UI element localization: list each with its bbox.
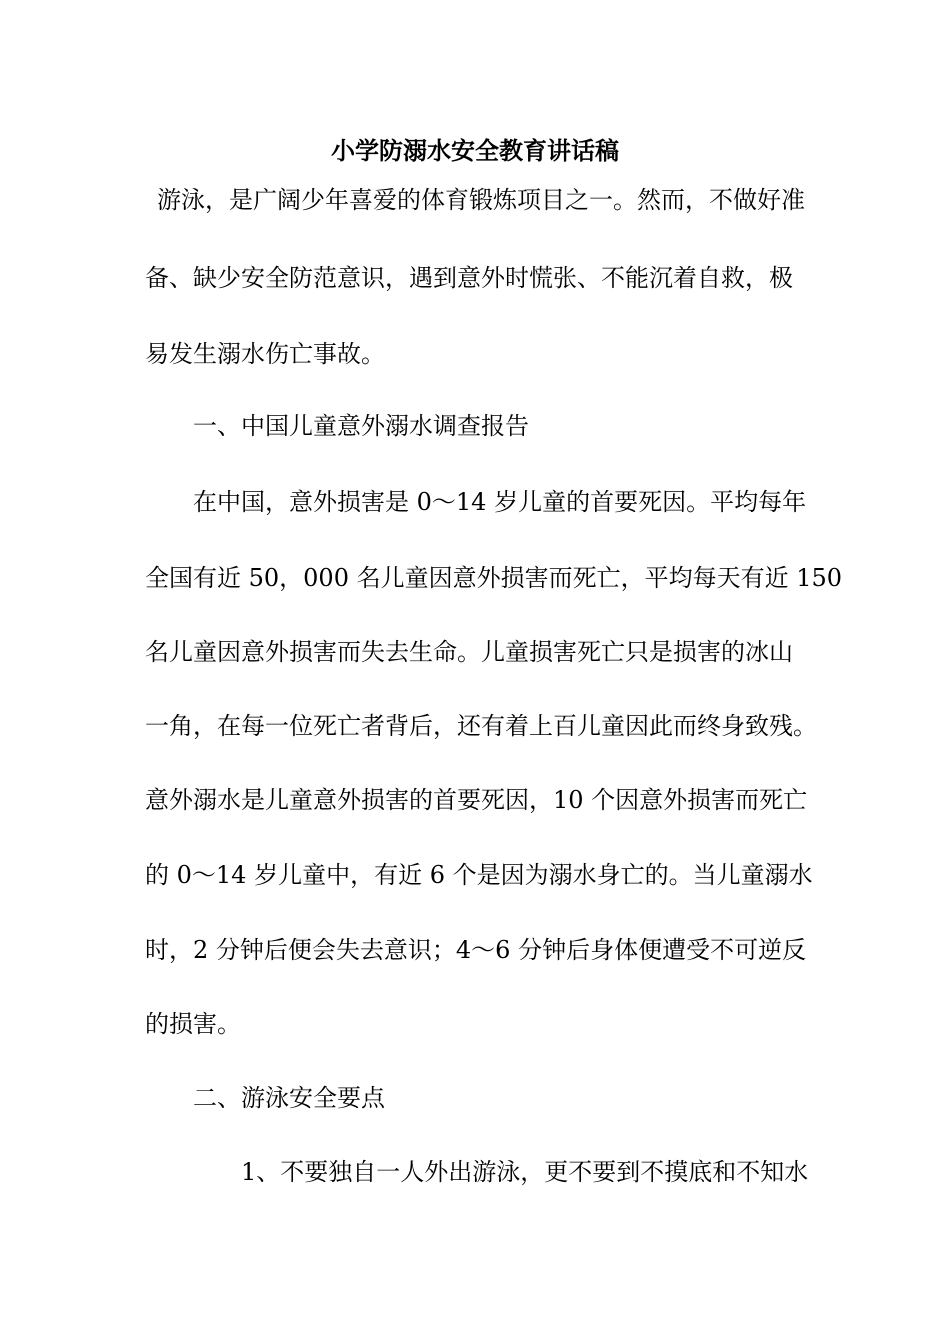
- paragraph-line: 备、缺少安全防范意识，遇到意外时慌张、不能沉着自救，极: [145, 264, 793, 292]
- paragraph-line: 游泳，是广阔少年喜爱的体育锻炼项目之一。然而，不做好准: [157, 186, 805, 214]
- section-heading: 一、中国儿童意外溺水调查报告: [193, 412, 529, 440]
- paragraph-line: 1、不要独自一人外出游泳，更不要到不摸底和不知水: [241, 1158, 809, 1186]
- paragraph-line: 全国有近 50，000 名儿童因意外损害而死亡，平均每天有近 150: [145, 564, 843, 592]
- paragraph-line: 在中国，意外损害是 0～14 岁儿童的首要死因。平均每年: [193, 488, 807, 516]
- document-title: 小学防溺水安全教育讲话稿: [331, 136, 619, 165]
- paragraph-line: 易发生溺水伤亡事故。: [145, 340, 385, 368]
- paragraph-line: 名儿童因意外损害而失去生命。儿童损害死亡只是损害的冰山: [145, 638, 793, 666]
- paragraph-line: 的 0～14 岁儿童中，有近 6 个是因为溺水身亡的。当儿童溺水: [145, 861, 813, 889]
- paragraph-line: 一角，在每一位死亡者背后，还有着上百儿童因此而终身致残。: [145, 712, 817, 740]
- paragraph-line: 意外溺水是儿童意外损害的首要死因，10 个因意外损害而死亡: [145, 786, 808, 814]
- paragraph-line: 的损害。: [145, 1010, 241, 1038]
- section-heading: 二、游泳安全要点: [193, 1084, 385, 1112]
- paragraph-line: 时，2 分钟后便会失去意识；4～6 分钟后身体便遭受不可逆反: [145, 936, 807, 964]
